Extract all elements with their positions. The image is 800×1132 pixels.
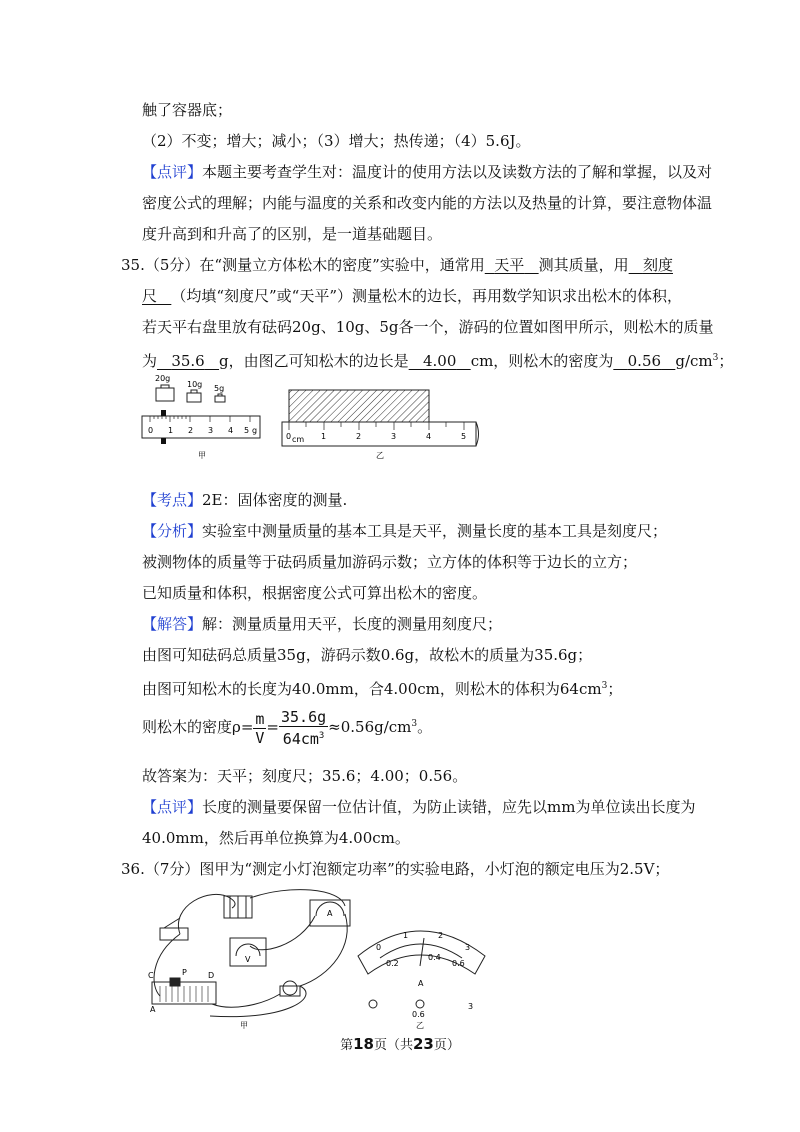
text: 则松木的密度ρ= (142, 718, 254, 736)
text: cm，则松木的密度为 (470, 352, 614, 370)
tick-label: 4 (228, 426, 234, 435)
question-36-line-1 (121, 859, 669, 879)
text-line: 已知质量和体积，根据密度公式可算出松木的密度。 (142, 584, 488, 602)
text: （5分）在“测量立方体松木的密度”实验中，通常用 (144, 256, 485, 274)
terminal-label: 3 (468, 1002, 474, 1011)
answer-blank: 0.56 (627, 352, 662, 370)
kaodian-line (142, 490, 347, 510)
figure-35 (140, 372, 490, 464)
fraction-values: $\frac{35.6g}{64cm^3}$ (281, 708, 327, 748)
question-35-line-2 (142, 286, 682, 306)
text: （7分）图甲为“测定小灯泡额定功率”的实验电路，小灯泡的额定电压为2.5V； (144, 860, 670, 878)
superscript: 3 (411, 719, 418, 729)
terminals (369, 1000, 424, 1008)
density-formula-line (142, 704, 432, 748)
svg-text:10g: 10g (187, 380, 203, 389)
comment-line (142, 162, 712, 182)
text: 2E：固体密度的测量. (202, 491, 348, 509)
tick-label: 3 (208, 426, 214, 435)
ammeter-dial (358, 931, 485, 974)
fenxi-line (142, 521, 667, 541)
text-line: 触了容器底； (142, 101, 233, 119)
tick-label: 2 (188, 426, 194, 435)
text: ≈0.56g/cm (328, 718, 412, 736)
tick-label: 5 (461, 432, 467, 441)
tick-label: 5 (244, 426, 250, 435)
text-line: 40.0mm，然后再单位换算为4.00cm。 (142, 829, 410, 847)
comment-text: 本题主要考查学生对：温度计的使用方法以及读数方法的了解和掌握，以及对 (202, 163, 713, 181)
dial-tick: 0.2 (386, 959, 399, 968)
page-number: 18 (353, 1035, 374, 1053)
fenxi-tag: 【分析】 (142, 522, 203, 540)
answer-blank: 刻度 (642, 256, 673, 274)
tick-label: 2 (356, 432, 362, 441)
text: g/cm (675, 352, 713, 370)
ruler-with-block (282, 390, 479, 446)
dial-tick: 0.6 (452, 959, 465, 968)
tick-label: g (252, 426, 258, 435)
tick-label: 1 (168, 426, 174, 435)
pingyu-line (142, 797, 695, 817)
dial-tick: 2 (438, 931, 444, 940)
caption-yi: 乙 (416, 1021, 424, 1030)
answer-blank: 35.6 (171, 352, 205, 370)
fraction-m-v: $\frac{m}{V}$ (255, 709, 265, 747)
tick-label: 0 (286, 432, 292, 441)
text: 。 (417, 718, 433, 736)
page-footer: 第18页（共23页） (340, 1035, 460, 1053)
answer-line: 故答案为：天平；刻度尺；35.6；4.00；0.56。 (142, 767, 468, 785)
dial-unit: A (418, 979, 424, 988)
text: = (266, 718, 279, 736)
text: （均填“刻度尺”或“天平”）测量松木的边长，再用数学知识求出松木的体积， (171, 287, 683, 305)
caption-yi: 乙 (376, 451, 384, 460)
dial-tick: 1 (403, 931, 409, 940)
caption-jia: 甲 (240, 1021, 248, 1030)
ammeter-label: A (327, 909, 333, 918)
label-a: A (150, 1005, 156, 1014)
comment-tag: 【点评】 (142, 163, 203, 181)
text: ； (607, 680, 623, 698)
text: ； (718, 352, 734, 370)
jieda-line (142, 614, 502, 634)
question-35-line-4 (142, 348, 733, 371)
question-number: 35. (121, 256, 145, 274)
weight-5g (214, 384, 225, 402)
tick-label: 1 (321, 432, 327, 441)
text: 由图可知松木的长度为40.0mm，合4.00cm，则松木的体积为64cm (142, 680, 602, 698)
text: 为 (142, 352, 158, 370)
text: 实验室中测量质量的基本工具是天平，测量长度的基本工具是刻度尺； (202, 522, 668, 540)
label-c: C (148, 971, 154, 980)
dial-tick: 0.4 (428, 953, 441, 962)
text-line: 被测物体的质量等于砝码质量加游码示数；立方体的体积等于边长的立方； (142, 553, 638, 571)
superscript: 3 (712, 353, 719, 363)
text-line: 度升高到和升高了的区别，是一道基础题目。 (142, 225, 443, 243)
figure-36 (140, 886, 500, 1031)
text-line (142, 676, 622, 699)
pingyu-tag: 【点评】 (142, 798, 203, 816)
text: 测其质量，用 (538, 256, 629, 274)
dial-tick: 3 (465, 943, 471, 952)
kaodian-tag: 【考点】 (142, 491, 203, 509)
text: 长度的测量要保留一位估计值，为防止读错，应先以mm为单位读出长度为 (202, 798, 696, 816)
tick-label: 3 (391, 432, 397, 441)
page-total: 23 (413, 1035, 434, 1053)
tick-label: 4 (426, 432, 432, 441)
text-line: 密度公式的理解；内能与温度的关系和改变内能的方法以及热量的计算，要注意物体温 (142, 194, 713, 212)
weight-10g (187, 380, 202, 402)
question-35-line-1 (121, 255, 673, 275)
label-d: D (208, 971, 215, 980)
text: g，由图乙可知松木的边长是 (219, 352, 409, 370)
text: 解：测量质量用天平，长度的测量用刻度尺； (202, 615, 503, 633)
question-35-line-3: 若天平右盘里放有砝码20g、10g、5g各一个，游码的位置如图甲所示，则松木的质量 (142, 318, 714, 336)
balance-beam-scale (142, 410, 260, 444)
text-line: 由图可知砝码总质量35g，游码示数0.6g，故松木的质量为35.6g； (142, 646, 593, 664)
svg-text:20g: 20g (155, 374, 171, 383)
jieda-tag: 【解答】 (142, 615, 203, 633)
weight-20g (155, 374, 174, 401)
label-p: P (182, 968, 187, 977)
dial-tick: 0 (376, 943, 382, 952)
tick-label: 0 (148, 426, 154, 435)
text-line: （2）不变；增大；减小；（3）增大；热传递；（4）5.6J。 (142, 132, 531, 150)
circuit-diagram (152, 890, 350, 1017)
voltmeter-label: V (245, 955, 251, 964)
answer-blank: 尺 (142, 287, 158, 305)
answer-blank: 4.00 (422, 352, 457, 370)
question-number: 36. (121, 860, 145, 878)
svg-text:5g: 5g (214, 384, 225, 393)
unit-label: cm (292, 435, 305, 444)
answer-blank: 天平 (494, 256, 525, 274)
superscript: 3 (601, 681, 608, 691)
caption-jia: 甲 (198, 451, 206, 460)
terminal-label: 0.6 (412, 1010, 425, 1019)
